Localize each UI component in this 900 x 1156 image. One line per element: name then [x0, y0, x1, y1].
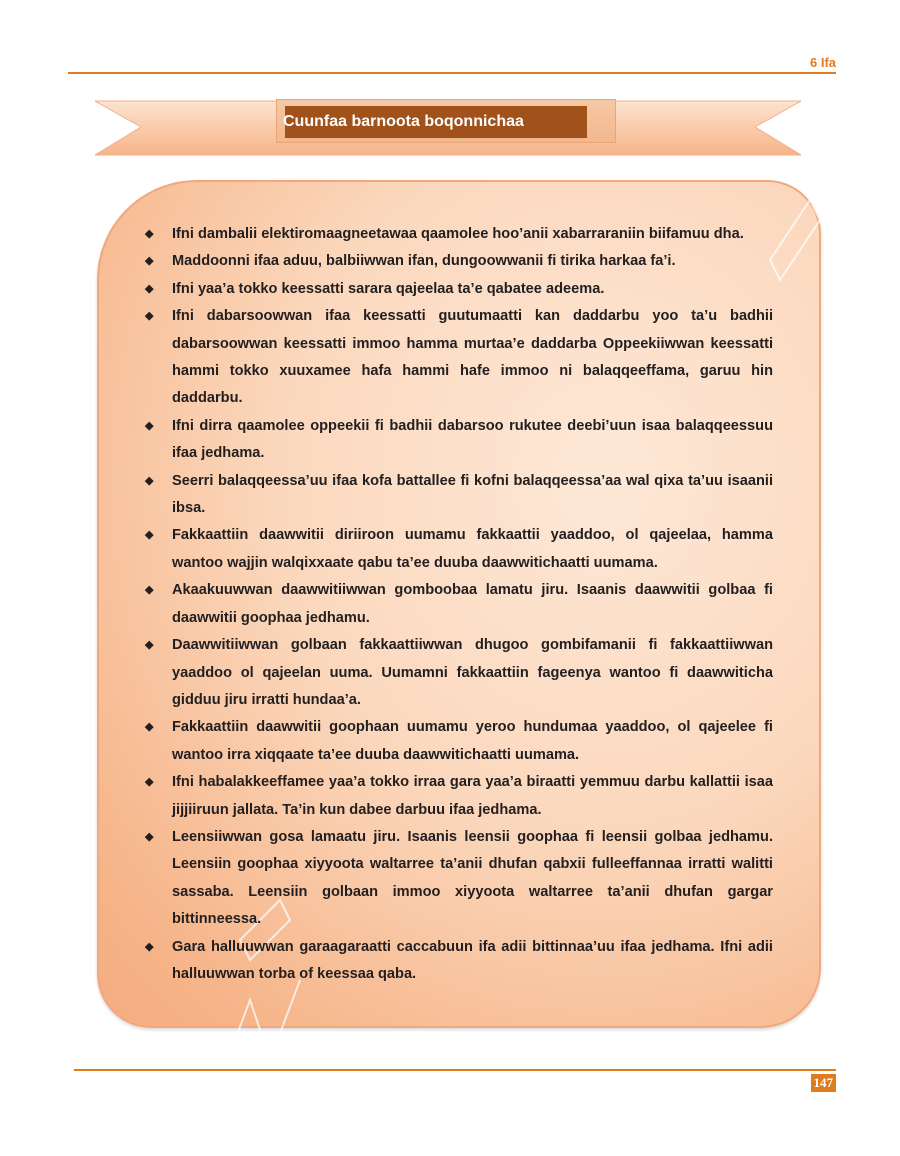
summary-item: [145, 714, 773, 769]
diamond-bullet-icon: ◆: [145, 776, 154, 789]
summary-item-text: Fakkaattiin daawwitii diriiroon uumamu fakkaattii yaaddoo, ol qajeelaa, hamma wantoo wajjin walqixxaate qabu ta’ee duuba daawwitichaatti uumama.: [172, 527, 773, 571]
header-divider: [68, 72, 836, 74]
page-number: 147: [811, 1074, 837, 1092]
diamond-bullet-icon: ◆: [145, 639, 154, 652]
footer-divider: [74, 1069, 836, 1071]
summary-item-text: Seerri balaqqeessa’uu ifaa kofa battallee fi kofni balaqqeessa’aa wal qixa ta’uu isaanii ibsa.: [172, 472, 773, 517]
summary-item: [145, 769, 773, 824]
summary-item-text: Ifni dabarsoowwan ifaa keessatti guutumaatti kan daddarbu yoo ta’u badhii dabarsoowwan keessatti immoo hamma murtaa’e daddarba Oppeekiiwwan keessatti hammi tokko xuuxamee hafa hammi hafe immoo ni balaqqeeffama, garuu hin daddarbu.: [172, 308, 773, 407]
summary-item: [145, 303, 773, 413]
summary-item-text: Fakkaattiin daawwitii goophaan uumamu yeroo hundumaa yaaddoo, ol qajeelee fi wantoo irra xiqqaate ta’ee duuba daawwitichaatti uumama.: [172, 719, 773, 763]
summary-item-text: Ifni dambalii elektiromaagneetawaa qaamolee hoo’anii xabarraraniin biifamuu dha.: [172, 226, 744, 242]
section-title: Cuunfaa barnoota boqonnichaa: [285, 106, 587, 138]
summary-item: [145, 221, 773, 248]
summary-item-text: Leensiiwwan gosa lamaatu jiru. Isaanis leensii goophaa fi leensii golbaa jedhamu. Leensiin goophaa xiyyoota waltarree ta’anii dhufan qabxii fulleeffannaa irratti walitti sassaba. Leensiin golbaan immoo xiyyoota waltarree ta’anii dhufan gargar bittinneessa.: [172, 828, 773, 928]
diamond-bullet-icon: ◆: [145, 310, 154, 323]
chapter-label: 6 Ifa: [809, 55, 836, 70]
summary-item: [145, 824, 773, 934]
summary-item-text: Maddoonni ifaa aduu, balbiiwwan ifan, dungoowwanii fi tirika harkaa fa’i.: [172, 253, 676, 270]
diamond-bullet-icon: ◆: [145, 940, 154, 953]
summary-item-text: Ifni habalakkeeffamee yaa’a tokko irraa gara yaa’a biraatti yemmuu darbu kallattii isaa jijjiiruun jallata. Ta’in kun dabee darbuu ifaa jedhama.: [172, 774, 773, 818]
diamond-bullet-icon: ◆: [145, 529, 154, 542]
diamond-bullet-icon: ◆: [145, 419, 154, 432]
diamond-bullet-icon: ◆: [145, 228, 154, 240]
summary-item: [145, 468, 773, 523]
diamond-bullet-icon: ◆: [145, 474, 154, 487]
diamond-bullet-icon: ◆: [145, 721, 154, 734]
summary-item: [145, 577, 773, 632]
diamond-bullet-icon: ◆: [145, 830, 154, 843]
summary-item: [145, 632, 773, 714]
diamond-bullet-icon: ◆: [145, 282, 154, 295]
summary-item-text: Akaakuuwwan daawwitiiwwan gomboobaa lamatu jiru. Isaanis daawwitii golbaa fi daawwitii goophaa jedhamu.: [172, 582, 773, 626]
summary-list: [145, 221, 773, 988]
summary-item-text: Ifni yaa’a tokko keessatti sarara qajeelaa ta’e qabatee adeema.: [172, 280, 605, 297]
summary-item-text: Gara halluuwwan garaagaraatti caccabuun ifa adii bittinnaa’uu ifaa jedhama. Ifni adii halluuwwan torba of keessaa qaba.: [172, 938, 773, 982]
summary-item: [145, 522, 773, 577]
section-title-box: [276, 99, 616, 143]
diamond-bullet-icon: ◆: [145, 584, 154, 597]
summary-item-text: Ifni dirra qaamolee oppeekii fi badhii dabarsoo rukutee deebi’uun isaa balaqqeessuu ifaa jedhama.: [172, 417, 773, 462]
summary-item: [145, 248, 773, 275]
summary-item: [145, 276, 773, 303]
summary-item-text: Daawwitiiwwan golbaan fakkaattiiwwan dhugoo gombifamanii fi fakkaattiiwwan yaaddoo ol qajeelan uuma. Uumamni fakkaattiin fageenya wantoo fi daawwiticha gidduu jiru irratti hundaa’a.: [172, 637, 773, 708]
summary-item: [145, 413, 773, 468]
diamond-bullet-icon: ◆: [145, 255, 154, 268]
summary-item: [145, 934, 773, 989]
